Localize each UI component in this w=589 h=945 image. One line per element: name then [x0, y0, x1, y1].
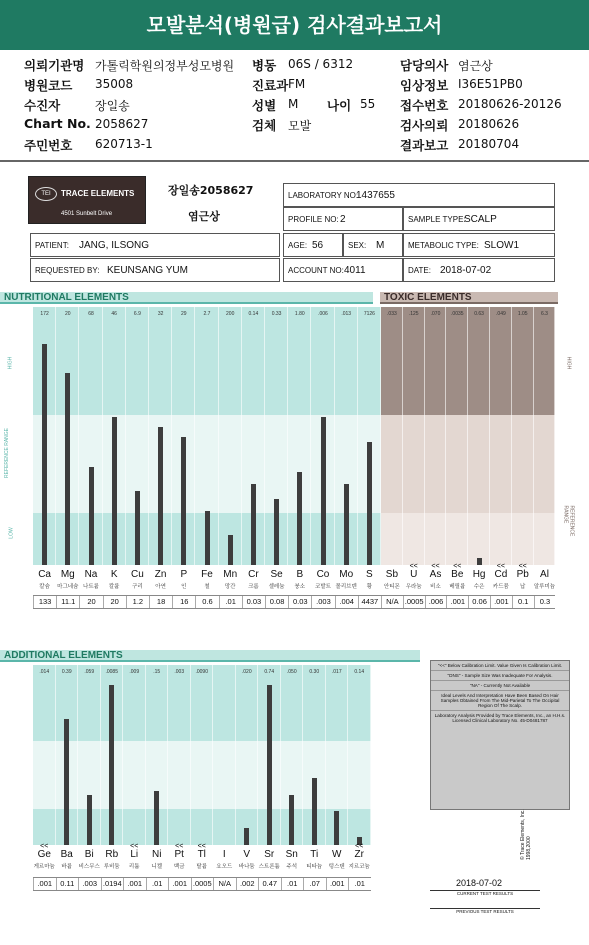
- additional-column: [33, 665, 56, 845]
- nutritional-name: 셀레늄: [268, 584, 285, 590]
- nutritional-symbol: Ca: [38, 569, 51, 580]
- nutritional-symbol: K: [110, 569, 118, 580]
- nutritional-symbol: Na: [84, 569, 98, 580]
- toxic-top-tick: .049: [496, 311, 506, 317]
- info-value: 06S / 6312: [288, 57, 354, 71]
- toxic-reference-label: REFERENCE RANGE: [562, 505, 575, 537]
- note-dns: "DNS" - Sample Size Was Inadequate For Analysis.: [431, 671, 569, 681]
- nutritional-top-tick: 6.9: [133, 311, 141, 317]
- additional-result: .001: [168, 877, 191, 891]
- info-value: FM: [288, 77, 306, 91]
- toxic-top-tick: .033: [387, 311, 397, 317]
- info-label: 수진자: [24, 98, 61, 113]
- logo-address: 4501 Sunbelt Drive: [61, 211, 113, 217]
- lab-logo: [28, 176, 146, 224]
- additional-bar: [334, 811, 339, 845]
- additional-top-tick: .059: [84, 669, 95, 675]
- info-label: 검사의뢰: [400, 118, 449, 133]
- account-label: ACCOUNT NO:: [288, 266, 344, 275]
- nutritional-top-tick: 200: [226, 311, 235, 317]
- toxic-name: 비소: [430, 584, 441, 590]
- metabolic-value: SLOW1: [484, 240, 520, 251]
- additional-below-limit-mark: <<: [355, 843, 364, 850]
- logo-brand: TRACE ELEMENTS: [61, 189, 135, 198]
- nutritional-top-tick: 1.80: [294, 311, 305, 317]
- info-value: 모발: [288, 119, 312, 133]
- additional-name: 스트론튬: [258, 864, 280, 870]
- additional-symbol: Li: [130, 849, 139, 860]
- nutritional-symbol: Zn: [154, 569, 167, 580]
- sample-value: SCALP: [464, 214, 497, 225]
- additional-symbol: Zr: [354, 849, 364, 860]
- nutritional-result: 0.08: [265, 595, 288, 609]
- nutritional-result: .004: [335, 595, 358, 609]
- toxic-column: [425, 307, 447, 565]
- nutritional-top-tick: 32: [157, 311, 164, 317]
- additional-symbol: I: [222, 849, 226, 860]
- nutritional-result: 11.1: [56, 595, 79, 609]
- toxic-name: 알루미늄: [533, 584, 556, 590]
- info-label: 담당의사: [400, 58, 449, 73]
- toxic-top-tick: 0.63: [474, 311, 484, 317]
- info-value: 장일송: [95, 99, 130, 113]
- additional-name: 바륨: [61, 864, 73, 870]
- nutritional-bar: [205, 511, 210, 565]
- info-value: 35008: [95, 77, 134, 91]
- requested-box: [30, 258, 280, 282]
- nutritional-result: 0.6: [195, 595, 218, 609]
- nutritional-bar: [251, 484, 256, 565]
- nutritional-top-tick: .006: [318, 311, 328, 317]
- nutritional-bar: [65, 373, 70, 565]
- info-label: 나이: [327, 98, 352, 113]
- sex-box: [343, 233, 403, 257]
- nutritional-bar: [297, 472, 302, 565]
- info-value: M: [288, 97, 299, 111]
- info-value: I36E51PB0: [458, 77, 523, 91]
- additional-symbol: W: [332, 849, 342, 860]
- patient-label: PATIENT:: [35, 241, 69, 250]
- additional-symbol: Pt: [174, 849, 184, 860]
- info-value: 55: [360, 97, 376, 111]
- additional-name: 니켈: [151, 864, 163, 870]
- nutritional-top-tick: 0.14: [248, 311, 259, 317]
- toxic-symbol: Be: [451, 569, 464, 580]
- nutritional-symbol: S: [366, 569, 373, 580]
- nutritional-result-row: [33, 595, 381, 609]
- info-label: 진료과: [252, 78, 289, 93]
- additional-result: N/A: [213, 877, 236, 891]
- info-label: Chart No.: [24, 116, 91, 131]
- lab-no-label: LABORATORY NO:: [288, 191, 359, 200]
- additional-result: .0194: [101, 877, 124, 891]
- nutritional-result: 0.03: [288, 595, 311, 609]
- additional-top-tick: .003: [174, 669, 185, 675]
- toxic-column: [468, 307, 490, 565]
- additional-bar: [244, 828, 249, 845]
- additional-top-tick: 0.39: [61, 669, 72, 675]
- date-label: DATE:: [408, 266, 431, 275]
- high-label: HIGH: [7, 356, 14, 370]
- nutritional-name: 철: [204, 584, 210, 590]
- lab-number-box: [283, 183, 555, 207]
- additional-name: 게르마늄: [33, 864, 55, 870]
- additional-top-tick: 0.74: [264, 669, 275, 675]
- toxic-result: 0.06: [468, 595, 490, 609]
- nutritional-symbol: Se: [270, 569, 283, 580]
- report-title: 모발분석(병원급) 검사결과보고서: [0, 0, 589, 50]
- additional-symbol: Bi: [84, 849, 94, 860]
- additional-top-tick: .009: [129, 669, 140, 675]
- metabolic-label: METABOLIC TYPE:: [408, 241, 479, 250]
- nutritional-section-title: NUTRITIONAL ELEMENTS: [0, 292, 373, 304]
- toxic-symbol: Sb: [385, 569, 399, 580]
- info-label: 병동: [252, 58, 277, 73]
- additional-symbol: Sn: [285, 849, 298, 860]
- nutritional-top-tick: 20: [65, 311, 71, 317]
- nutritional-column: [219, 307, 242, 565]
- toxic-top-tick: .125: [408, 311, 419, 317]
- nutritional-symbol: P: [180, 569, 188, 580]
- patient-value: JANG, ILSONG: [79, 240, 150, 251]
- nutritional-bar: [367, 442, 372, 565]
- sample-type-box: [403, 207, 555, 231]
- age-label: AGE:: [288, 241, 308, 250]
- additional-symbol: Ba: [60, 849, 73, 860]
- nutritional-top-tick: 46: [111, 311, 117, 317]
- info-label: 병원코드: [24, 78, 73, 93]
- toxic-top-tick: 6.3: [541, 311, 548, 317]
- additional-result: .07: [303, 877, 326, 891]
- additional-name: 백금: [173, 864, 185, 870]
- toxic-symbol: Al: [540, 569, 549, 580]
- toxic-name: 베릴륨: [449, 584, 466, 590]
- toxic-result: .006: [425, 595, 447, 609]
- patient-box: [30, 233, 280, 257]
- copyright: © Trace Elements, Inc. 1998,2000: [520, 809, 532, 860]
- nutritional-result: 133: [33, 595, 56, 609]
- toxic-column: [381, 307, 403, 565]
- nutritional-symbol: Mn: [223, 569, 238, 580]
- nutritional-name: 망간: [224, 584, 236, 590]
- requested-label: REQUESTED BY:: [35, 266, 100, 275]
- nutritional-name: 칼슘: [39, 584, 50, 590]
- toxic-below-limit-mark: <<: [518, 563, 527, 570]
- additional-top-tick: .0085: [105, 669, 118, 675]
- nutritional-symbol: Cu: [130, 569, 144, 580]
- additional-column: [168, 665, 191, 845]
- toxic-top-tick: .0035: [451, 311, 464, 317]
- nutritional-bar: [321, 417, 326, 565]
- nutritional-bar: [158, 427, 163, 565]
- nutritional-symbol: Mo: [339, 569, 354, 580]
- toxic-symbol: Pb: [516, 569, 529, 580]
- additional-bar: [312, 778, 317, 845]
- nutritional-bar: [42, 344, 47, 565]
- age-box: [283, 233, 343, 257]
- toxic-symbol: Cd: [494, 569, 508, 580]
- toxic-name: 납: [520, 584, 526, 590]
- nutritional-name: 붕소: [294, 584, 306, 590]
- toxic-result: N/A: [381, 595, 403, 609]
- toxic-column: [403, 307, 425, 565]
- info-value: 20180626-20126: [458, 97, 562, 111]
- toxic-name: 카드뮴: [492, 584, 509, 590]
- note-calibration: "<<" Below Calibration Limit. Value Given Is Calibration Limit.: [431, 661, 569, 671]
- additional-below-limit-mark: <<: [40, 843, 49, 850]
- additional-symbol: Rb: [105, 849, 119, 860]
- nutritional-bar: [89, 467, 94, 565]
- additional-name: 텅스텐: [328, 864, 345, 870]
- additional-result: 0.47: [258, 877, 281, 891]
- info-value: 20180704: [458, 137, 520, 151]
- requested-value: KEUNSANG YUM: [107, 265, 188, 276]
- additional-result: .001: [33, 877, 56, 891]
- toxic-below-limit-mark: <<: [453, 563, 462, 570]
- nutritional-result: 20: [103, 595, 126, 609]
- date-value: 2018-07-02: [440, 265, 492, 276]
- low-label: LOW: [8, 527, 15, 539]
- additional-symbol: Ti: [310, 849, 319, 860]
- additional-column: [236, 665, 259, 845]
- additional-bar: [289, 795, 294, 845]
- date-box: [403, 258, 555, 282]
- note-laboratory: Laboratory Analysis Provided by Trace Elements, Inc., an H.H.s. Licensed Clinical Laboratory No. 45-D0481787: [434, 713, 566, 723]
- additional-symbol: Ni: [152, 849, 162, 860]
- nutritional-name: 마그네슘: [57, 584, 79, 590]
- toxic-name: 안티몬: [383, 584, 400, 590]
- additional-name: 티타늄: [306, 864, 323, 870]
- metabolic-box: [403, 233, 555, 257]
- additional-symbol: Ge: [37, 849, 51, 860]
- info-value: 가톨릭학원의정부성모병원: [95, 59, 235, 73]
- nutritional-top-tick: 2.7: [203, 311, 211, 317]
- nutritional-result: 4437: [358, 595, 381, 609]
- additional-symbol: V: [243, 849, 251, 860]
- notes-panel: [430, 660, 570, 810]
- nutritional-symbol: Mg: [60, 569, 75, 580]
- toxic-result: 0.1: [512, 595, 534, 609]
- nutritional-top-tick: .013: [341, 311, 352, 317]
- additional-result: .001: [326, 877, 349, 891]
- toxic-column: [446, 307, 468, 565]
- current-results-label: CURRENT TEST RESULTS: [430, 890, 540, 896]
- toxic-column: [490, 307, 512, 565]
- nutritional-result: .01: [219, 595, 242, 609]
- nutritional-name: 몰리브덴: [335, 584, 357, 590]
- toxic-result: .0005: [403, 595, 425, 609]
- info-value: 620713-1: [95, 137, 153, 151]
- additional-result-row: [33, 877, 371, 891]
- nutritional-name: 코발트: [315, 584, 331, 590]
- sex-value: M: [376, 240, 385, 251]
- info-value: 2058627: [95, 117, 149, 131]
- additional-top-tick: .0090: [195, 669, 208, 675]
- toxic-result: .001: [446, 595, 468, 609]
- additional-result: .01: [281, 877, 304, 891]
- toxic-symbol: U: [410, 569, 418, 580]
- sample-label: SAMPLE TYPE:: [408, 215, 466, 224]
- nutritional-bar: [112, 417, 117, 565]
- toxic-result: .001: [490, 595, 512, 609]
- nutritional-result: 18: [149, 595, 172, 609]
- nutritional-symbol: Cr: [248, 569, 259, 580]
- sex-label: SEX:: [348, 241, 367, 250]
- additional-result: .001: [123, 877, 146, 891]
- additional-column: [191, 665, 214, 845]
- nutritional-result: 20: [79, 595, 102, 609]
- note-interpretation: Ideal Levels And Interpretation Have Been Based On Hair Samples Obtained From The Mid-Parietal To The Occipital Region Of The Scalp.: [431, 691, 569, 711]
- additional-top-tick: .020: [241, 669, 252, 675]
- additional-result: .0005: [191, 877, 214, 891]
- additional-top-tick: .050: [286, 669, 297, 675]
- toxic-top-tick: .070: [430, 311, 441, 317]
- additional-bar: [267, 685, 272, 845]
- additional-result: .003: [78, 877, 101, 891]
- nutritional-result: .003: [311, 595, 334, 609]
- toxic-top-tick: 1.05: [517, 311, 528, 317]
- nutritional-bar: [228, 535, 233, 565]
- additional-column: [123, 665, 146, 845]
- additional-bar: [87, 795, 92, 845]
- additional-name: 리튬: [128, 864, 140, 870]
- toxic-symbol: As: [429, 569, 442, 580]
- nutritional-name: 인: [181, 584, 187, 590]
- additional-name: 루비듐: [103, 864, 120, 870]
- additional-result: .002: [236, 877, 259, 891]
- toxic-below-limit-mark: <<: [431, 563, 440, 570]
- account-box: [283, 258, 403, 282]
- info-label: 주민번호: [24, 138, 73, 153]
- additional-column: [348, 665, 371, 845]
- toxic-below-limit-mark: <<: [409, 563, 418, 570]
- additional-top-tick: .014: [39, 669, 50, 675]
- stamp-doctor: 염근상: [188, 210, 220, 223]
- additional-result: .01: [348, 877, 371, 891]
- additional-bar: [109, 685, 114, 845]
- info-label: 접수번호: [400, 98, 449, 113]
- additional-symbol: Tl: [197, 849, 206, 860]
- info-value: 염근상: [458, 59, 493, 73]
- nutritional-symbol: Fe: [201, 569, 213, 580]
- additional-name: 주석: [286, 864, 298, 870]
- reference-label: REFERENCE RANGE: [4, 427, 11, 479]
- nutritional-name: 구리: [132, 584, 143, 590]
- additional-name: 비스무스: [78, 864, 100, 870]
- nutritional-name: 황: [366, 584, 373, 590]
- patient-stamp: [148, 172, 278, 232]
- patient-info-panel: [0, 50, 589, 162]
- toxic-bar: [477, 558, 482, 565]
- profile-label: PROFILE NO:: [288, 215, 339, 224]
- toxic-result: 0.3: [534, 595, 556, 609]
- nutritional-result: 1.2: [126, 595, 149, 609]
- additional-name: 지르코늄: [348, 864, 370, 870]
- info-value: 20180626: [458, 117, 520, 131]
- additional-section-title: ADDITIONAL ELEMENTS: [0, 650, 420, 662]
- additional-top-tick: .017: [331, 669, 342, 675]
- nutritional-result: 0.03: [242, 595, 265, 609]
- additional-bar: [154, 791, 159, 845]
- toxic-name: 수은: [473, 584, 485, 590]
- nutritional-top-tick: 7126: [363, 311, 375, 317]
- info-label: 임상정보: [400, 78, 449, 93]
- additional-result: 0.11: [56, 877, 79, 891]
- nutritional-bar: [274, 499, 279, 565]
- nutritional-top-tick: 68: [88, 311, 94, 317]
- age-value: 56: [312, 240, 324, 251]
- nutritional-top-tick: 29: [181, 311, 187, 317]
- nutritional-name: 칼륨: [108, 584, 120, 590]
- toxic-column: [534, 307, 556, 565]
- nutritional-symbol: B: [296, 569, 304, 580]
- additional-below-limit-mark: <<: [175, 843, 184, 850]
- additional-result: .01: [146, 877, 169, 891]
- additional-bar: [64, 719, 69, 845]
- nutritional-bar: [344, 484, 349, 565]
- additional-top-tick: .15: [153, 669, 161, 675]
- additional-top-tick: 0.30: [309, 669, 320, 675]
- toxic-symbol: Hg: [472, 569, 486, 580]
- nutritional-name: 아연: [155, 584, 166, 590]
- info-label: 결과보고: [400, 138, 449, 153]
- additional-symbol: Sr: [264, 849, 275, 860]
- nutritional-top-tick: 172: [40, 311, 49, 317]
- toxic-name: 우라늄: [405, 584, 422, 590]
- nutritional-top-tick: 0.33: [271, 311, 282, 317]
- note-na: "NA" - Currently Not Available: [431, 681, 569, 691]
- toxic-result-row: [381, 595, 555, 609]
- profile-value: 2: [340, 214, 346, 225]
- nutritional-symbol: Co: [316, 569, 330, 580]
- additional-column: [213, 665, 236, 845]
- info-label: 성별: [252, 98, 277, 113]
- stamp-name: 장일송2058627: [168, 184, 254, 197]
- toxic-below-limit-mark: <<: [496, 563, 505, 570]
- additional-name: 탈륨: [196, 864, 208, 870]
- additional-below-limit-mark: <<: [197, 843, 206, 850]
- info-label: 검체: [252, 118, 277, 133]
- lab-no-value: 1437655: [356, 190, 395, 201]
- additional-name: 바나듐: [238, 864, 255, 870]
- profile-box: [283, 207, 403, 231]
- logo-mark: TEI: [35, 187, 57, 201]
- toxic-high-label: HIGH: [565, 356, 572, 370]
- footer-date: 2018-07-02: [456, 878, 503, 888]
- additional-name: 요오드: [216, 864, 233, 870]
- toxic-column: [512, 307, 534, 565]
- nutritional-name: 크롬: [248, 584, 259, 590]
- account-value: 4011: [344, 265, 366, 276]
- nutritional-bar: [181, 437, 186, 565]
- previous-results-label: PREVIOUS TEST RESULTS: [430, 908, 540, 914]
- additional-below-limit-mark: <<: [130, 843, 139, 850]
- info-label: 의뢰기관명: [24, 58, 85, 73]
- nutritional-result: 16: [172, 595, 195, 609]
- nutritional-bar: [135, 491, 140, 565]
- toxic-section-title: TOXIC ELEMENTS: [380, 292, 558, 304]
- nutritional-name: 나트륨: [83, 584, 99, 590]
- additional-top-tick: 0.14: [354, 669, 365, 675]
